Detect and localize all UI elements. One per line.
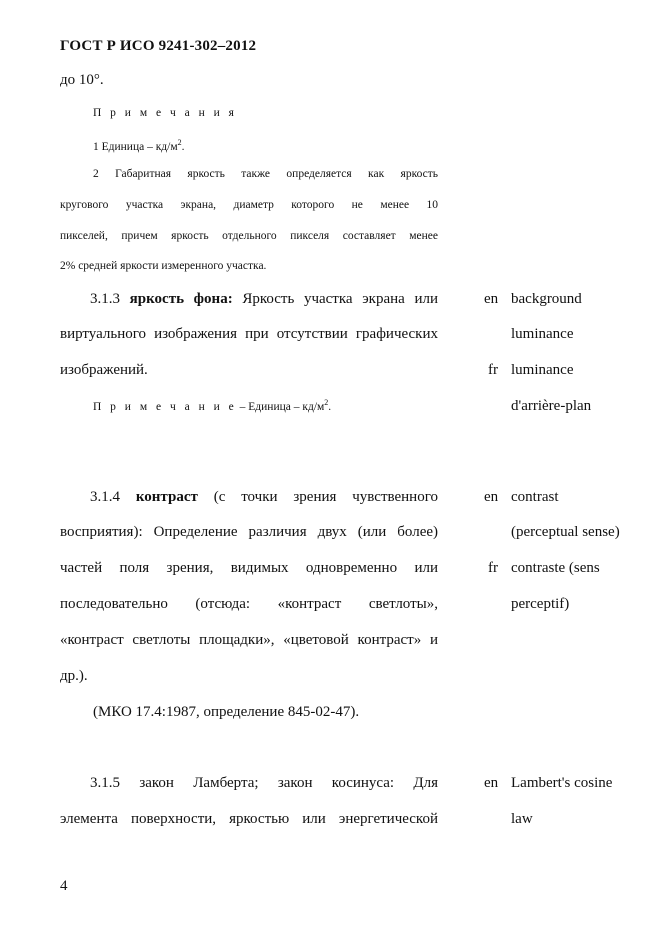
term-313-title: яркость фона: — [129, 291, 233, 307]
term-315-line-2: элемента поверхности, яркостью или энергетической — [60, 811, 438, 827]
term-313-line-3: изображений. — [60, 362, 148, 378]
term-314-line-5: «контраст светлоты площадки», «цветовой контраст» и — [60, 632, 438, 648]
term-315-line-1: 3.1.5 закон Ламберта; закон косинуса: Для — [90, 775, 438, 791]
term-313-fr-line-2: d'arrière-plan — [511, 398, 592, 414]
term-313-line-1: 3.1.3 яркость фона: Яркость участка экрана или — [90, 291, 438, 307]
term-314-line-6: др.). — [60, 668, 88, 684]
term-314-fr-code: fr — [488, 560, 498, 576]
notes-heading: П р и м е ч а н и я — [93, 107, 237, 119]
page-number: 4 — [60, 878, 68, 894]
term-314-en-line-2: (perceptual sense) — [511, 524, 620, 540]
document-header: ГОСТ Р ИСО 9241-302–2012 — [60, 38, 257, 54]
note-2-line-2: кругового участка экрана, диаметр которого не менее 10 — [60, 199, 438, 211]
note-2-line-3: пикселей, причем яркость отдельного пикселя составляет менее — [60, 230, 438, 242]
note-1: 1 Единица – $кд/м^2$. — [93, 138, 185, 153]
term-315-en-line-2: law — [511, 811, 533, 827]
term-315-en-code: en — [484, 775, 499, 791]
term-314-title: контраст — [135, 489, 198, 505]
term-315-en-line-1: Lambert's cosine — [511, 775, 613, 791]
term-314-line-1: 3.1.4 контраст (с точки зрения чувственного — [90, 489, 438, 505]
term-314-fr-line-1: contraste (sens — [511, 560, 600, 576]
term-314-source: (МКО 17.4:1987, определение 845-02-47). — [93, 704, 360, 720]
term-313-en-line-1: background — [511, 291, 582, 307]
note-2-line-1: 2 Габаритная яркость также определяется как яркость — [93, 168, 438, 180]
term-314-fr-line-2: perceptif) — [511, 596, 570, 612]
note-2-line-4: 2% средней яркости измеренного участка. — [60, 260, 267, 272]
term-313-fr-code: fr — [488, 362, 498, 378]
term-313-fr-line-1: luminance — [511, 362, 574, 378]
term-313-line-2: виртуального изображения при отсутствии графических — [60, 326, 438, 342]
term-314-line-3: частей поля зрения, видимых одновременно или — [60, 560, 438, 576]
term-314-en-code: en — [484, 489, 499, 505]
intro-text: до 10°. — [60, 72, 104, 88]
term-314-line-4: последовательно (отсюда: «контраст светлоты», — [60, 596, 438, 612]
term-313-en-code: en — [484, 291, 499, 307]
term-314-en-line-1: contrast — [511, 489, 559, 505]
term-313-note: П р и м е ч а н и е – Единица – $кд/м^2$. — [93, 398, 332, 413]
term-314-line-2: восприятия): Определение различия двух (или более) — [60, 524, 438, 540]
term-313-en-line-2: luminance — [511, 326, 574, 342]
